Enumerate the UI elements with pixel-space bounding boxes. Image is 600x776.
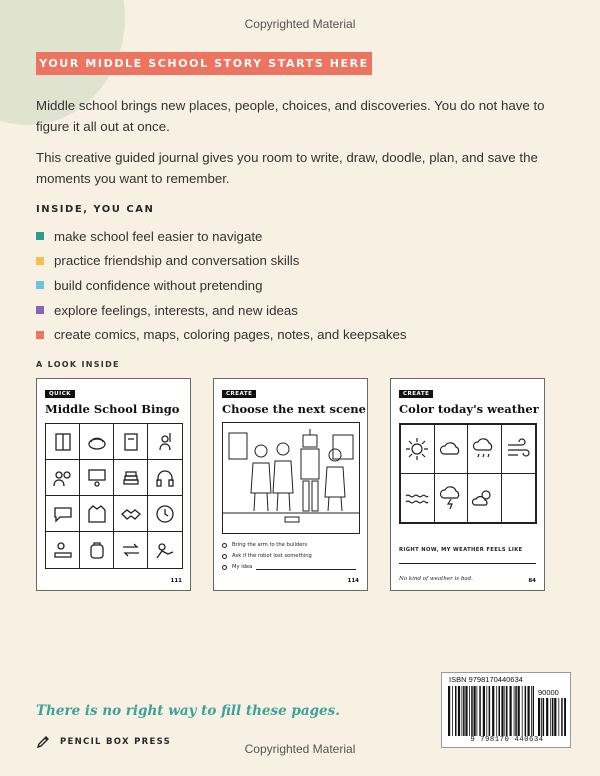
wind-icon xyxy=(504,435,532,463)
sun-cloud-icon xyxy=(470,484,498,512)
bingo-cell xyxy=(148,532,182,568)
barcode-bar xyxy=(543,698,545,736)
barcode-bar xyxy=(518,686,520,736)
scene-illustration xyxy=(222,422,360,534)
studying-icon xyxy=(51,538,75,562)
page-number: 84 xyxy=(528,578,536,584)
bingo-cell xyxy=(114,496,148,532)
raised-hand-icon xyxy=(153,430,177,454)
sample-page-scene xyxy=(213,378,368,591)
feature-list xyxy=(36,224,407,347)
friends-icon xyxy=(51,466,75,490)
watermark-bottom: Copyrighted Material xyxy=(244,742,356,756)
description-paragraph: This creative guided journal gives you room to write, draw, doodle, plan, and save the moments you want to remember. xyxy=(36,150,538,186)
barcode-bar xyxy=(463,686,465,736)
weather-cell xyxy=(435,474,469,523)
relaxing-icon xyxy=(153,538,177,562)
clock-icon xyxy=(153,502,177,526)
inside-heading: INSIDE, YOU CAN xyxy=(36,204,155,215)
bingo-grid xyxy=(45,423,183,569)
bullet-square-icon xyxy=(36,232,44,240)
bingo-cell xyxy=(80,424,114,460)
sample-page-bingo xyxy=(36,378,191,591)
list-item xyxy=(36,298,407,323)
bingo-cell xyxy=(80,460,114,496)
barcode-bar xyxy=(465,686,467,736)
isbn-label: ISBN 9798170440634 xyxy=(449,675,523,684)
barcode-bar xyxy=(455,686,457,736)
scene-option xyxy=(222,564,356,570)
arrows-icon xyxy=(119,538,143,562)
book-icon xyxy=(119,430,143,454)
weather-cell xyxy=(401,425,435,474)
barcode-bar xyxy=(477,686,478,736)
barcode-bar xyxy=(496,686,497,736)
intro-paragraph: Middle school brings new places, people, choices, and discoveries. You do not have to figure it all out at once. xyxy=(36,98,545,134)
barcode-bar xyxy=(506,686,508,736)
barcode-number: 9 798170 440634 xyxy=(470,736,544,744)
barcode-bar xyxy=(448,686,450,736)
hoodie-icon xyxy=(85,502,109,526)
bingo-cell xyxy=(46,496,80,532)
barcode-bar xyxy=(528,686,530,736)
bingo-cell xyxy=(148,460,182,496)
list-item-text: create comics, maps, coloring pages, notes, and keepsakes xyxy=(54,327,407,343)
headline-banner: YOUR MIDDLE SCHOOL STORY STARTS HERE xyxy=(36,52,372,75)
barcode-bar xyxy=(550,698,551,736)
bingo-cell xyxy=(80,496,114,532)
classroom-icon xyxy=(85,466,109,490)
option-circle-icon xyxy=(222,554,227,559)
barcode-bar xyxy=(452,686,453,736)
weather-cell xyxy=(401,474,435,523)
bingo-cell xyxy=(148,496,182,532)
page-tag: CREATE xyxy=(399,390,433,398)
barcode-bar xyxy=(514,686,515,736)
weather-prompt: RIGHT NOW, MY WEATHER FEELS LIKE xyxy=(399,547,523,553)
look-inside-heading: A LOOK INSIDE xyxy=(36,360,120,369)
barcode-bar xyxy=(474,686,476,736)
barcode-bar xyxy=(504,686,505,736)
bingo-cell xyxy=(46,424,80,460)
weather-cell xyxy=(468,425,502,474)
isbn-barcode xyxy=(441,672,571,748)
barcode-bar xyxy=(471,686,473,736)
headphones-icon xyxy=(153,466,177,490)
barcode-bar xyxy=(501,686,503,736)
barcode-bar xyxy=(486,686,487,736)
barcode-bar xyxy=(489,686,491,736)
barcode-bar xyxy=(492,686,494,736)
lunch-icon xyxy=(85,430,109,454)
bullet-square-icon xyxy=(36,331,44,339)
publisher-name: PENCIL BOX PRESS xyxy=(60,737,172,747)
handwritten-note: No kind of weather is bad. xyxy=(399,576,473,582)
list-item-text: practice friendship and conversation skills xyxy=(54,253,300,269)
barcode-bar xyxy=(515,686,517,736)
speech-bubble-icon xyxy=(51,502,75,526)
write-line xyxy=(256,565,356,570)
barcode-bar xyxy=(541,698,542,736)
list-item-text: build confidence without pretending xyxy=(54,277,263,293)
sun-icon xyxy=(403,435,431,463)
page-title: Middle School Bingo xyxy=(45,402,180,416)
bullet-square-icon xyxy=(36,306,44,314)
weather-cell xyxy=(435,425,469,474)
price-code: 90000 xyxy=(538,688,559,697)
bingo-cell xyxy=(114,532,148,568)
bingo-cell xyxy=(46,460,80,496)
waves-icon xyxy=(403,484,431,512)
barcode-bar xyxy=(546,698,548,736)
scene-option xyxy=(222,542,307,548)
option-circle-icon xyxy=(222,565,227,570)
locker-icon xyxy=(51,430,75,454)
barcode-bar xyxy=(525,686,527,736)
barcode-bar xyxy=(561,698,563,736)
sample-page-weather xyxy=(390,378,545,591)
barcode-bar xyxy=(479,686,481,736)
scene-option xyxy=(222,553,312,559)
barcode-bar xyxy=(558,698,559,736)
barcode-bar xyxy=(552,698,554,736)
page-number: 111 xyxy=(170,578,182,584)
barcode-bar xyxy=(538,698,540,736)
tagline: There is no right way to fill these pages. xyxy=(36,703,340,719)
bullet-square-icon xyxy=(36,281,44,289)
weather-cell xyxy=(502,474,536,523)
rain-icon xyxy=(470,435,498,463)
barcode-bar xyxy=(533,686,534,736)
list-item xyxy=(36,322,407,347)
bingo-cell xyxy=(46,532,80,568)
list-item-text: make school feel easier to navigate xyxy=(54,228,263,244)
barcode-bar xyxy=(483,686,485,736)
watermark-top: Copyrighted Material xyxy=(244,17,356,31)
page-number: 114 xyxy=(347,578,359,584)
storm-icon xyxy=(437,484,465,512)
books-stack-icon xyxy=(119,466,143,490)
barcode-bar xyxy=(531,686,532,736)
bingo-cell xyxy=(114,460,148,496)
list-item xyxy=(36,249,407,274)
page-title: Color today's weather xyxy=(399,402,539,416)
barcode-bar xyxy=(469,686,470,736)
option-circle-icon xyxy=(222,543,227,548)
barcode-bar xyxy=(554,698,556,736)
handshake-icon xyxy=(119,502,143,526)
option-text: My idea xyxy=(232,564,253,570)
barcode-bar xyxy=(510,686,512,736)
page-title: Choose the next scene xyxy=(222,402,366,416)
bingo-cell xyxy=(148,424,182,460)
addon-barcode-bars xyxy=(538,698,566,736)
cloud-icon xyxy=(437,435,465,463)
bingo-cell xyxy=(114,424,148,460)
barcode-bar xyxy=(458,686,460,736)
list-item xyxy=(36,273,407,298)
write-line xyxy=(399,563,536,564)
barcode-bar xyxy=(462,686,463,736)
weather-grid xyxy=(399,423,537,524)
weather-cell xyxy=(502,425,536,474)
option-text: Bring the arm to the builders xyxy=(232,542,308,548)
page-tag: QUICK xyxy=(45,390,75,398)
barcode-bars xyxy=(448,686,534,736)
page-tag: CREATE xyxy=(222,390,256,398)
list-item xyxy=(36,224,407,249)
backpack-icon xyxy=(85,538,109,562)
list-item-text: explore feelings, interests, and new ideas xyxy=(54,302,298,318)
barcode-bar xyxy=(522,686,523,736)
barcode-bar xyxy=(499,686,501,736)
bingo-cell xyxy=(80,532,114,568)
barcode-bar xyxy=(564,698,566,736)
weather-cell xyxy=(468,474,502,523)
bullet-square-icon xyxy=(36,257,44,265)
option-text: Ask if the robot lost something xyxy=(232,553,312,559)
